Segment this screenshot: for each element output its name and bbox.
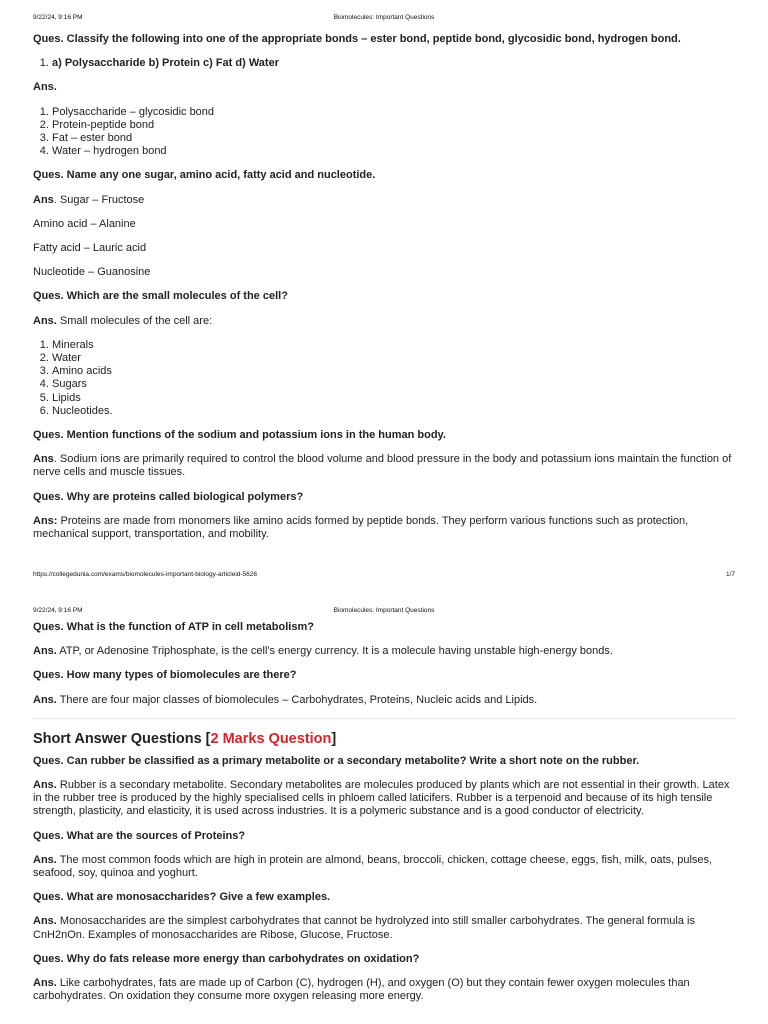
header-datetime: 9/22/24, 9:16 PM xyxy=(33,14,83,21)
list-item: 2. Protein-peptide bond xyxy=(52,119,735,132)
question-biological-polymers: Ques. Why are proteins called biological polymers? xyxy=(33,490,304,503)
question-name-molecules: Ques. Name any one sugar, amino acid, fatty acid and nucleotide. xyxy=(33,169,376,182)
page2-content xyxy=(33,621,735,1014)
footer-page-number: 1/7 xyxy=(725,571,735,578)
list-item: 4. Sugars xyxy=(52,378,735,391)
answer-atp: Ans. ATP, or Adenosine Triphosphate, is the cell's energy currency. It is a molecule having unstable high-energy bonds. xyxy=(33,645,613,658)
question-classify-bonds: Ques. Classify the following into one of the appropriate bonds – ester bond, peptide bond, glycosidic bond, hydrogen bond. xyxy=(33,33,681,45)
list-item: 3. Fat – ester bond xyxy=(52,132,735,145)
header-title: Biomolecules: Important Questions xyxy=(333,14,435,21)
list-item: 3. Amino acids xyxy=(52,365,735,378)
answer-sugar: Ans. Sugar – Fructose xyxy=(33,193,145,206)
header-datetime: 9/22/24, 9:16 PM xyxy=(33,607,83,614)
list-item: 6. Nucleotides. xyxy=(52,405,735,418)
question-monosaccharides: Ques. What are monosaccharides? Give a few examples. xyxy=(33,891,331,904)
bond-answer-list xyxy=(33,106,735,159)
list-item: 1. Minerals xyxy=(52,339,735,352)
list-item: 4. Water – hydrogen bond xyxy=(52,145,735,158)
question-small-molecules: Ques. Which are the small molecules of the cell? xyxy=(33,290,288,303)
header-title: Biomolecules: Important Questions xyxy=(333,607,435,614)
answer-fats-energy: Ans. Like carbohydrates, fats are made up of Carbon (C), hydrogen (H), and oxygen (O) but they contain fewer oxygen molecules than carbohydrates. On oxidation they consume more oxygen releasing more energy. xyxy=(33,977,690,1003)
answer-amino-acid: Amino acid – Alanine xyxy=(33,217,136,230)
answer-nucleotide: Nucleotide – Guanosine xyxy=(33,266,151,279)
question-fats-energy: Ques. Why do fats release more energy than carbohydrates on oxidation? xyxy=(33,952,420,965)
question-biomolecule-types: Ques. How many types of biomolecules are there? xyxy=(33,669,297,682)
answer-rubber: Ans. Rubber is a secondary metabolite. Secondary metabolites are molecules produced by plants which are not essential in their growth. Latex in the rubber tree is produced by the highly specialised cells in phloem called laticifers. Rubber is a terpenoid and because of its high tensile strength, plasticity, and elasticity, it is used across industries. It is a polymeric substance and is a good conductor of electricity. xyxy=(33,779,730,818)
answer-sodium-potassium: Ans. Sodium ions are primarily required to control the blood volume and blood pressure in the body and potassium ions maintain the function of nerve cells and muscle tissues. xyxy=(33,453,732,479)
question-sodium-potassium: Ques. Mention functions of the sodium and potassium ions in the human body. xyxy=(33,429,446,442)
small-molecules-list xyxy=(33,339,735,418)
list-item: 5. Lipids xyxy=(52,392,735,405)
answer-biomolecule-types: Ans. There are four major classes of biomolecules – Carbohydrates, Proteins, Nucleic acids and Lipids. xyxy=(33,693,538,706)
list-item: 2. Water xyxy=(52,352,735,365)
answer-biological-polymers: Ans: Proteins are made from monomers like amino acids formed by peptide bonds. They perform various functions such as protection, mechanical support, transportation, and mobility. xyxy=(33,514,689,541)
sub-question: a) Polysaccharide b) Protein c) Fat d) Water xyxy=(52,57,279,70)
list-item: 1. Polysaccharide – glycosidic bond xyxy=(52,106,735,119)
footer-url[interactable]: https://collegedunia.com/exams/biomolecules-important-biology-articleid-5626 xyxy=(33,571,257,578)
section-heading: Short Answer Questions [2 Marks Question] xyxy=(33,730,337,747)
answer-small-molecules: Ans. Small molecules of the cell are: xyxy=(33,314,213,327)
section-divider xyxy=(33,718,735,719)
answer-monosaccharides: Ans. Monosaccharides are the simplest carbohydrates that cannot be hydrolyzed into still smaller carbohydrates. The general formula is CnH2nOn. Examples of monosaccharides are Ribose, Glucose, Fructose. xyxy=(33,915,695,941)
question-atp: Ques. What is the function of ATP in cell metabolism? xyxy=(33,621,314,633)
sub-list xyxy=(33,57,735,70)
answer-protein-sources: Ans. The most common foods which are high in protein are almond, beans, broccoli, chicken, cottage cheese, eggs, fish, milk, oats, pulses, seafood, soy, quinoa and yoghurt. xyxy=(33,853,713,880)
section-accent: 2 Marks Question xyxy=(210,730,332,747)
answer-label: Ans. xyxy=(33,81,57,94)
answer-fatty-acid: Fatty acid – Lauric acid xyxy=(33,242,147,255)
page1-content xyxy=(33,33,735,552)
question-protein-sources: Ques. What are the sources of Proteins? xyxy=(33,829,246,842)
question-rubber: Ques. Can rubber be classified as a primary metabolite or a secondary metabolite? Write a short note on the rubber. xyxy=(33,754,640,767)
